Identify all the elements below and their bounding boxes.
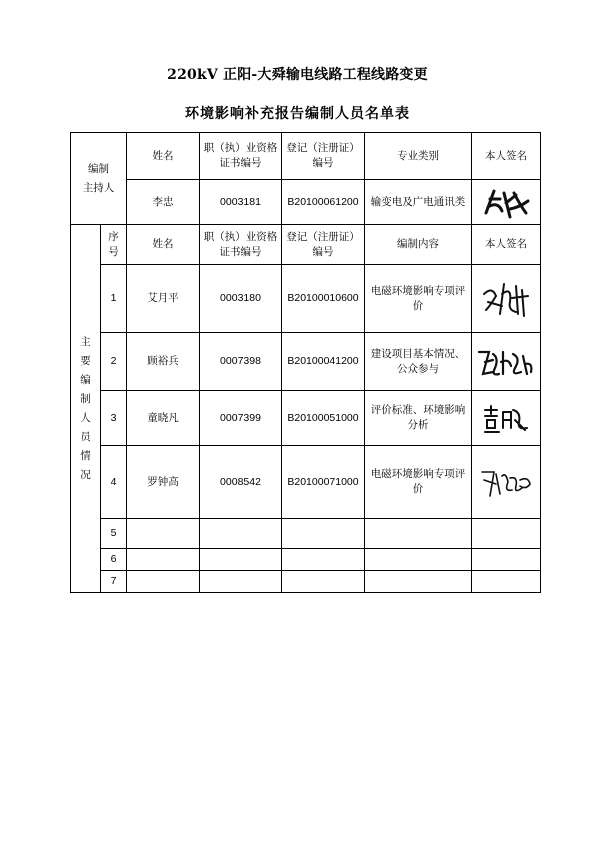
header-signature: 本人签名 (472, 133, 541, 180)
row-content (365, 571, 472, 593)
row-reg: B20100041200 (282, 333, 365, 391)
row-name: 顾裕兵 (127, 333, 200, 391)
row-reg: B20100071000 (282, 446, 365, 519)
signature-image (480, 183, 532, 221)
host-category: 输变电及广电通讯类 (365, 180, 472, 225)
row-name (127, 571, 200, 593)
header-name: 姓名 (127, 225, 200, 265)
row-signature (472, 549, 541, 571)
table-row (71, 446, 541, 519)
row-no: 1 (101, 265, 127, 333)
header-category: 专业类别 (365, 133, 472, 180)
row-reg (282, 549, 365, 571)
table-row (71, 549, 541, 571)
row-cert: 0008542 (200, 446, 282, 519)
document-title-line2: 环境影响补充报告编制人员名单表 (185, 106, 410, 122)
row-signature (472, 446, 541, 519)
row-no: 4 (101, 446, 127, 519)
header-signature: 本人签名 (472, 225, 541, 265)
row-name: 罗钟高 (127, 446, 200, 519)
table-row (71, 571, 541, 593)
row-content: 电磁环境影响专项评价 (365, 446, 472, 519)
header-cert: 职（执）业资格证书编号 (200, 133, 282, 180)
header-reg: 登记（注册证）编号 (282, 133, 365, 180)
row-name (127, 519, 200, 549)
host-data-row (71, 180, 541, 225)
row-cert: 0003180 (200, 265, 282, 333)
host-row-label (71, 133, 127, 225)
row-content: 评价标准、环境影响分析 (365, 391, 472, 446)
signature-image (478, 276, 534, 322)
header-reg: 登记（注册证）编号 (282, 225, 365, 265)
table-row (71, 519, 541, 549)
row-content: 电磁环境影响专项评价 (365, 265, 472, 333)
row-signature (472, 519, 541, 549)
main-section-text: 主要编制人员情况 (80, 335, 91, 481)
table-row (71, 391, 541, 446)
main-section-label (71, 225, 101, 593)
header-content: 编制内容 (365, 225, 472, 265)
host-label-line2: 主持人 (82, 181, 115, 194)
host-name: 李忠 (127, 180, 200, 225)
row-cert (200, 519, 282, 549)
host-reg: B20100061200 (282, 180, 365, 225)
row-signature (472, 391, 541, 446)
row-name (127, 549, 200, 571)
row-content (365, 549, 472, 571)
staff-table (70, 132, 541, 593)
document-title-line1: 220kV 正阳-大舜输电线路工程线路变更 (167, 67, 428, 83)
row-content: 建设项目基本情况、公众参与 (365, 333, 472, 391)
row-signature (472, 333, 541, 391)
host-header-row (71, 133, 541, 180)
row-no: 3 (101, 391, 127, 446)
row-signature (472, 571, 541, 593)
row-cert: 0007398 (200, 333, 282, 391)
row-name: 艾月平 (127, 265, 200, 333)
row-no: 6 (101, 549, 127, 571)
row-cert (200, 549, 282, 571)
row-content (365, 519, 472, 549)
host-cert: 0003181 (200, 180, 282, 225)
signature-image (481, 402, 531, 434)
main-header-row (71, 225, 541, 265)
row-name: 童晓凡 (127, 391, 200, 446)
host-signature (472, 180, 541, 225)
header-no-text: 序号 (108, 230, 119, 258)
row-no: 5 (101, 519, 127, 549)
header-cert: 职（执）业资格证书编号 (200, 225, 282, 265)
row-signature (472, 265, 541, 333)
row-no: 7 (101, 571, 127, 593)
table-row (71, 265, 541, 333)
signature-image (476, 462, 536, 502)
row-cert (200, 571, 282, 593)
row-reg: B20100051000 (282, 391, 365, 446)
host-label-line1: 编制 (88, 162, 109, 175)
signature-image (475, 344, 537, 380)
header-name: 姓名 (127, 133, 200, 180)
header-no (101, 225, 127, 265)
row-reg: B20100010600 (282, 265, 365, 333)
table-row (71, 333, 541, 391)
row-reg (282, 519, 365, 549)
row-reg (282, 571, 365, 593)
row-cert: 0007399 (200, 391, 282, 446)
row-no: 2 (101, 333, 127, 391)
